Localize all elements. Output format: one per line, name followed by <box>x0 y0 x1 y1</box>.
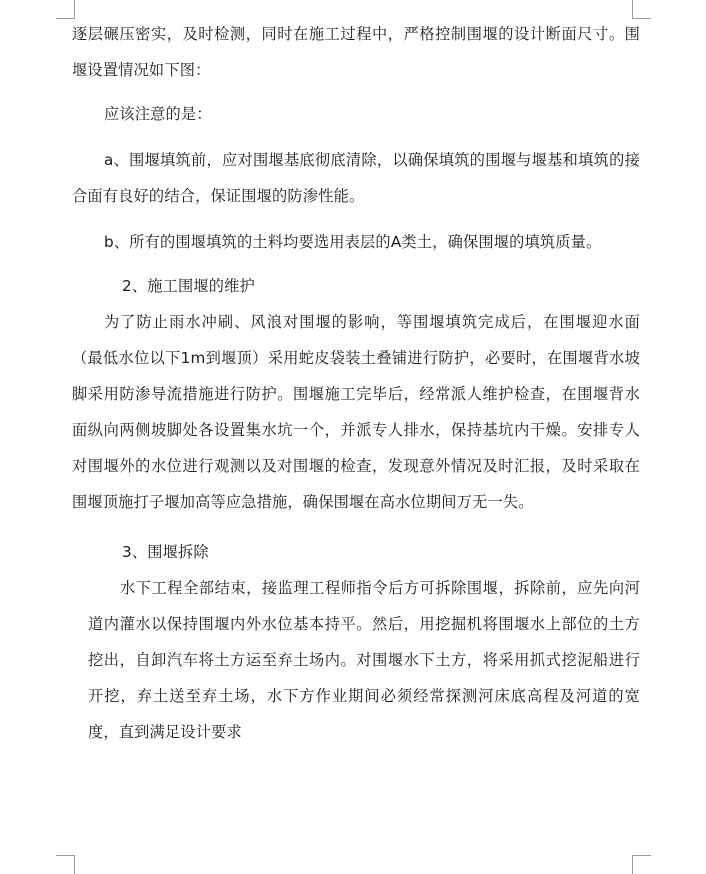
paragraph-construction-control: 逐层碾压密实，及时检测，同时在施工过程中，严格控制围堰的设计断面尺寸。围堰设置情况如下图： <box>72 25 640 79</box>
paragraph-note-a: a、围堰填筑前，应对围堰基底彻底清除，以确保填筑的围堰与堰基和填筑的接合面有良好的结合，保证围堰的防渗性能。 <box>72 151 640 205</box>
corner-mark-bottom-right <box>632 855 651 874</box>
paragraph-removal: 水下工程全部结束，接监理工程师指令后方可拆除围堰，拆除前，应先向河道内灌水以保持围堰内外水位基本持平。然后，用挖掘机将围堰水上部位的土方挖出，自卸汽车将土方运至弃土场内。对围堰水下土方，将采用抓式挖泥船进行开挖，弃土送至弃土场，水下方作业期间必须经常探测河床底高程及河道的宽度，直到满足设计要求 <box>88 579 640 741</box>
corner-mark-bottom-left <box>56 855 75 874</box>
paragraph-notes-intro: 应该注意的是： <box>104 105 212 123</box>
paragraph-maintenance: 为了防止雨水冲刷、风浪对围堰的影响，等围堰填筑完成后，在围堰迎水面（最低水位以下1m到堰顶）采用蛇皮袋装土叠铺进行防护，必要时，在围堰背水坡脚采用防渗导流措施进行防护。围堰施工完毕后，经常派人维护检查，在围堰背水面纵向两侧坡脚处各设置集水坑一个，并派专人排水，保持基坑内干燥。安排专人对围堰外的水位进行观测以及对围堰的检查，发现意外情况及时汇报，及时采取在围堰顶施打子堰加高等应急措施，确保围堰在高水位期间万无一失。 <box>72 313 640 511</box>
heading-maintenance: 2、施工围堰的维护 <box>122 277 255 295</box>
document-body <box>72 16 640 750</box>
heading-removal: 3、围堰拆除 <box>122 543 209 561</box>
paragraph-note-b: b、所有的围堰填筑的土料均要选用表层的A类土，确保围堰的填筑质量。 <box>104 233 602 251</box>
